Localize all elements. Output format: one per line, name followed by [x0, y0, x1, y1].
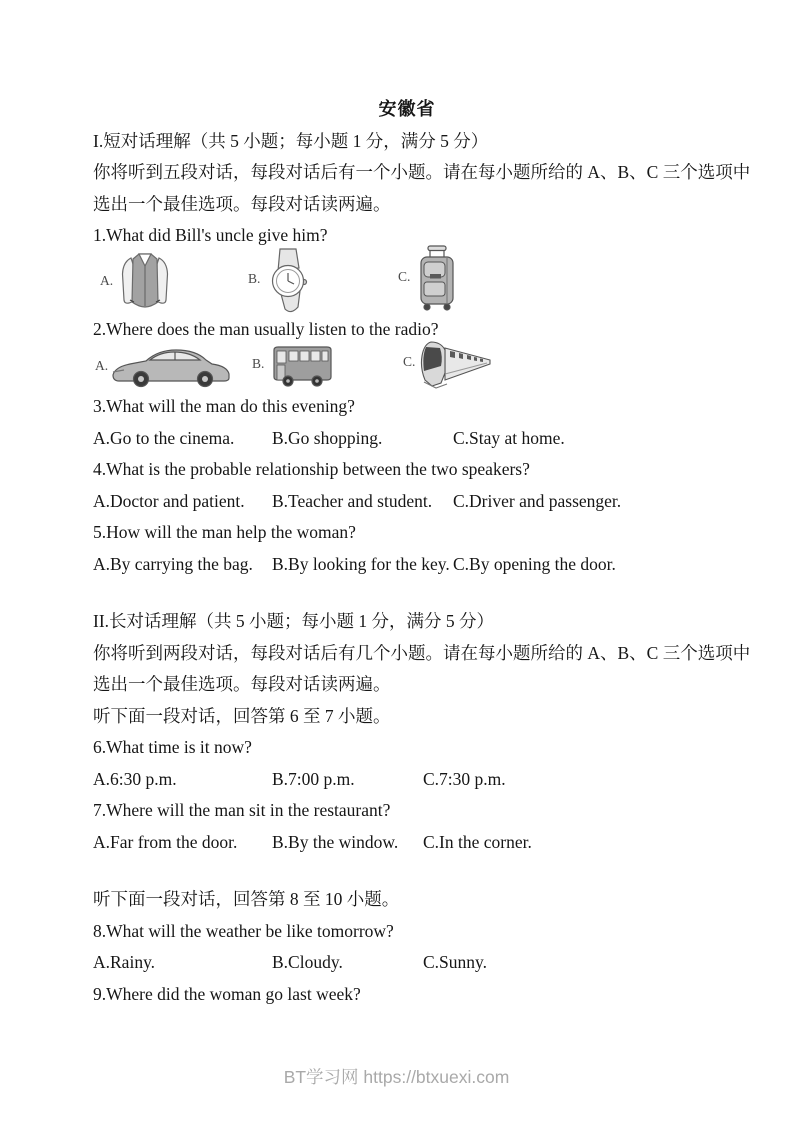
option-a: A.6:30 p.m. — [93, 768, 177, 789]
section-spacer — [93, 580, 721, 606]
passage1-cue: 听下面一段对话，回答第 6 至 7 小题。 — [93, 705, 391, 726]
question-8-text: 8.What will the weather be like tomorrow? — [93, 920, 394, 941]
option-c: C.By opening the door. — [453, 553, 616, 574]
exam-page — [93, 94, 751, 1010]
question-5-text: 5.How will the man help the woman? — [93, 522, 356, 542]
option-label-a: A. — [95, 358, 109, 373]
option-label-b: B. — [248, 270, 261, 286]
option-c: C.In the corner. — [423, 831, 532, 852]
option-label-a: A. — [100, 272, 114, 288]
option-b: B.7:00 p.m. — [272, 768, 355, 789]
option-label-b: B. — [252, 356, 265, 371]
question-4-text: 4.What is the probable relationship between the two speakers? — [93, 459, 530, 479]
option-c: C.Stay at home. — [453, 427, 565, 448]
vest-image — [118, 250, 172, 312]
section2-heading: II.长对话理解（共 5 小题；每小题 1 分，满分 5 分） — [93, 611, 495, 631]
car-image — [110, 345, 233, 389]
option-b: B.By looking for the key. — [272, 553, 450, 574]
train-image — [417, 338, 492, 392]
question-5-options — [93, 549, 721, 581]
question-6-text: 6.What time is it now? — [93, 737, 252, 757]
wrist-watch-image — [265, 248, 310, 314]
bus-image — [270, 344, 333, 388]
question-6-options — [93, 764, 721, 796]
section2-intro-line1: 你将听到两段对话，每段对话后有几个小题。请在每小题所给的 A、B、C 三个选项中 — [93, 642, 751, 663]
question-3-options — [93, 423, 721, 455]
suitcase-image — [418, 245, 456, 312]
section1-intro-line1: 你将听到五段对话，每段对话后有一个小题。请在每小题所给的 A、B、C 三个选项中 — [93, 162, 751, 182]
option-label-c: C. — [398, 268, 411, 284]
question-1-images — [93, 252, 721, 314]
question-7-text: 7.Where will the man sit in the restaurant? — [93, 800, 391, 820]
question-3-text: 3.What will the man do this evening? — [93, 396, 355, 416]
option-b: B.Cloudy. — [272, 952, 343, 972]
question-2-text: 2.Where does the man usually listen to the radio? — [93, 318, 439, 339]
option-c: C.Driver and passenger. — [453, 490, 622, 511]
option-b: B.By the window. — [272, 831, 399, 852]
option-b: B.Teacher and student. — [272, 490, 433, 511]
question-4-options — [93, 486, 721, 518]
option-b: B.Go shopping. — [272, 427, 383, 448]
passage-spacer — [93, 858, 721, 884]
section2-intro-line2: 选出一个最佳选项。每段对话读两遍。 — [93, 674, 391, 694]
passage2-cue: 听下面一段对话，回答第 8 至 10 小题。 — [93, 889, 400, 909]
option-a: A.Doctor and patient. — [93, 490, 245, 511]
question-7-options — [93, 827, 721, 859]
option-a: A.Rainy. — [93, 952, 156, 972]
question-9-text: 9.Where did the woman go last week? — [93, 983, 361, 1004]
option-c: C.Sunny. — [423, 952, 488, 972]
page-title: 安徽省 — [378, 99, 436, 119]
option-a: A.By carrying the bag. — [93, 553, 253, 574]
option-label-c: C. — [403, 354, 416, 369]
option-c: C.7:30 p.m. — [423, 768, 506, 789]
question-1-text: 1.What did Bill's uncle give him? — [93, 225, 328, 245]
option-a: A.Go to the cinema. — [93, 427, 235, 448]
section1-heading: I.短对话理解（共 5 小题；每小题 1 分，满分 5 分） — [93, 130, 489, 151]
question-8-options — [93, 947, 721, 979]
section1-intro-line2: 选出一个最佳选项。每段对话读两遍。 — [93, 193, 391, 214]
option-a: A.Far from the door. — [93, 831, 238, 852]
question-2-images — [93, 345, 721, 391]
watermark-footer: BT学习网 https://btxuexi.com — [283, 1067, 510, 1087]
